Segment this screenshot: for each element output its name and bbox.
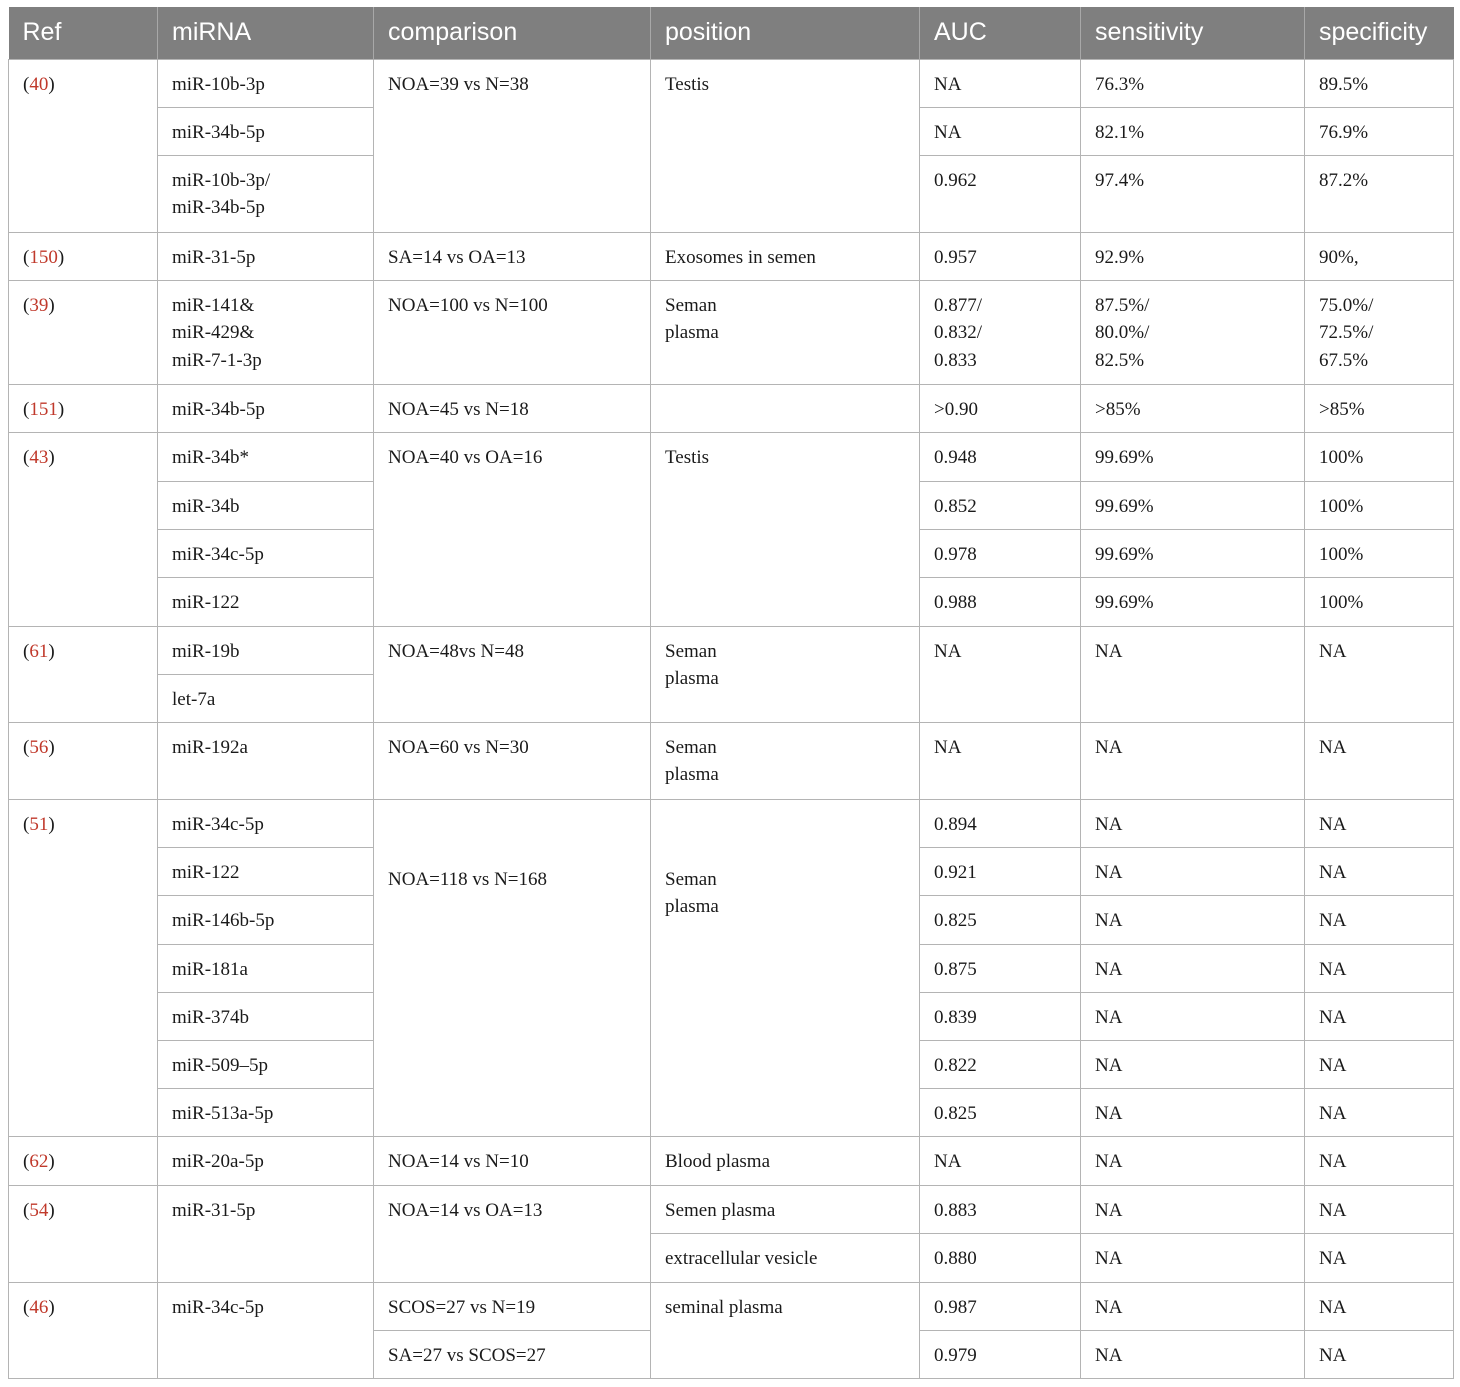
specificity-cell: NA	[1305, 1282, 1454, 1330]
auc-line: 0.832/	[934, 322, 983, 343]
mirna-cell	[158, 280, 374, 384]
comparison-cell	[374, 799, 651, 1136]
auc-cell: NA	[920, 1136, 1081, 1185]
mirna-cell: miR-19b	[158, 626, 374, 674]
table-row	[9, 1185, 1454, 1233]
mirna-line: miR-429&	[172, 322, 255, 343]
auc-cell: NA	[920, 722, 1081, 799]
specificity-cell: 89.5%	[1305, 59, 1454, 107]
specificity-cell: NA	[1305, 1088, 1454, 1136]
position-cell: extracellular vesicle	[651, 1233, 920, 1282]
specificity-cell: 100%	[1305, 577, 1454, 626]
sensitivity-line: 82.5%	[1095, 349, 1145, 371]
mirna-cell: let-7a	[158, 674, 374, 722]
specificity-cell: NA	[1305, 799, 1454, 847]
sensitivity-cell: NA	[1081, 722, 1305, 799]
column-header-specificity: specificity	[1305, 7, 1454, 59]
specificity-cell: NA	[1305, 1185, 1454, 1233]
reference-link[interactable]: 150	[29, 246, 58, 268]
specificity-cell	[1305, 280, 1454, 384]
auc-cell: 0.839	[920, 992, 1081, 1040]
sensitivity-cell: >85%	[1081, 384, 1305, 432]
ref-cell: (51)	[9, 799, 158, 1136]
position-line: plasma	[665, 764, 719, 785]
reference-link[interactable]: 46	[29, 1296, 49, 1318]
specificity-cell: NA	[1305, 1233, 1454, 1282]
mirna-cell: miR-146b-5p	[158, 895, 374, 944]
specificity-cell: NA	[1305, 895, 1454, 944]
auc-cell: 0.883	[920, 1185, 1081, 1233]
auc-cell	[920, 280, 1081, 384]
mirna-cell: miR-34b-5p	[158, 384, 374, 432]
mirna-cell: miR-513a-5p	[158, 1088, 374, 1136]
mirna-cell: miR-31-5p	[158, 232, 374, 280]
reference-link[interactable]: 40	[29, 73, 49, 95]
sensitivity-cell: NA	[1081, 847, 1305, 895]
mirna-line: miR-10b-3p/	[172, 169, 271, 191]
sensitivity-cell: NA	[1081, 1040, 1305, 1088]
table-row	[9, 384, 1454, 432]
sensitivity-cell: NA	[1081, 1088, 1305, 1136]
position-cell: Blood plasma	[651, 1136, 920, 1185]
auc-cell: 0.962	[920, 155, 1081, 232]
position-cell: Testis	[651, 59, 920, 232]
ref-cell: (151)	[9, 384, 158, 432]
auc-cell: 0.875	[920, 944, 1081, 992]
sensitivity-cell	[1081, 280, 1305, 384]
specificity-cell: NA	[1305, 1040, 1454, 1088]
column-header-mirna: miRNA	[158, 7, 374, 59]
auc-cell: NA	[920, 107, 1081, 155]
table-row	[9, 59, 1454, 107]
mirna-line: miR-34b-5p	[172, 197, 265, 218]
ref-cell: (39)	[9, 280, 158, 384]
sensitivity-line: 80.0%/	[1095, 322, 1150, 343]
sensitivity-cell: 99.69%	[1081, 481, 1305, 529]
mirna-cell: miR-31-5p	[158, 1185, 374, 1282]
auc-cell: 0.825	[920, 1088, 1081, 1136]
comparison-cell: SCOS=27 vs N=19	[374, 1282, 651, 1330]
specificity-cell: 100%	[1305, 432, 1454, 481]
position-line: plasma	[665, 322, 719, 343]
auc-cell: NA	[920, 626, 1081, 722]
sensitivity-cell: NA	[1081, 626, 1305, 722]
table-header-row	[9, 7, 1454, 59]
mirna-diagnostic-table	[8, 7, 1454, 1379]
specificity-cell: NA	[1305, 847, 1454, 895]
table-row	[9, 1136, 1454, 1185]
mirna-cell: miR-374b	[158, 992, 374, 1040]
ref-cell: (54)	[9, 1185, 158, 1282]
mirna-cell: miR-20a-5p	[158, 1136, 374, 1185]
auc-cell: 0.978	[920, 529, 1081, 577]
mirna-cell: miR-34b*	[158, 432, 374, 481]
column-header-position: position	[651, 7, 920, 59]
sensitivity-cell: 76.3%	[1081, 59, 1305, 107]
sensitivity-line: 87.5%/	[1095, 294, 1150, 316]
mirna-cell: miR-34c-5p	[158, 799, 374, 847]
mirna-line: miR-141&	[172, 294, 255, 316]
sensitivity-cell: NA	[1081, 1330, 1305, 1378]
mirna-cell: miR-509–5p	[158, 1040, 374, 1088]
sensitivity-cell: NA	[1081, 895, 1305, 944]
reference-link[interactable]: 62	[29, 1150, 49, 1172]
table-row	[9, 626, 1454, 674]
position-cell: Testis	[651, 432, 920, 626]
ref-cell: (150)	[9, 232, 158, 280]
specificity-cell: NA	[1305, 944, 1454, 992]
auc-cell: 0.987	[920, 1282, 1081, 1330]
sensitivity-cell: 99.69%	[1081, 529, 1305, 577]
column-header-auc: AUC	[920, 7, 1081, 59]
table-row	[9, 722, 1454, 799]
specificity-cell: 100%	[1305, 481, 1454, 529]
reference-link[interactable]: 43	[29, 446, 49, 468]
mirna-cell: miR-34b	[158, 481, 374, 529]
ref-cell: (40)	[9, 59, 158, 232]
comparison-cell: NOA=14 vs OA=13	[374, 1185, 651, 1282]
position-line: Seman	[665, 640, 717, 662]
position-cell	[651, 799, 920, 1136]
mirna-cell: miR-181a	[158, 944, 374, 992]
position-cell	[651, 626, 920, 722]
auc-cell: 0.894	[920, 799, 1081, 847]
column-header-comparison: comparison	[374, 7, 651, 59]
comparison-text: NOA=118 vs N=168	[388, 868, 548, 890]
specificity-cell: >85%	[1305, 384, 1454, 432]
mirna-cell: miR-122	[158, 577, 374, 626]
table-row	[9, 1282, 1454, 1330]
specificity-line: 72.5%/	[1319, 322, 1374, 343]
comparison-cell: NOA=48vs N=48	[374, 626, 651, 722]
mirna-cell: miR-34b-5p	[158, 107, 374, 155]
auc-cell: 0.822	[920, 1040, 1081, 1088]
mirna-cell: miR-34c-5p	[158, 529, 374, 577]
auc-line: 0.833	[934, 349, 977, 371]
table-row	[9, 232, 1454, 280]
mirna-cell: miR-122	[158, 847, 374, 895]
reference-link[interactable]: 54	[29, 1199, 49, 1221]
ref-cell: (43)	[9, 432, 158, 626]
sensitivity-cell: 82.1%	[1081, 107, 1305, 155]
auc-cell: NA	[920, 59, 1081, 107]
comparison-cell: NOA=100 vs N=100	[374, 280, 651, 384]
column-header-sensitivity: sensitivity	[1081, 7, 1305, 59]
sensitivity-cell: NA	[1081, 1136, 1305, 1185]
specificity-cell: 90%,	[1305, 232, 1454, 280]
auc-cell: 0.957	[920, 232, 1081, 280]
position-line: plasma	[665, 668, 719, 689]
mirna-cell: miR-10b-3p	[158, 59, 374, 107]
reference-link[interactable]: 61	[29, 640, 49, 662]
table-row	[9, 799, 1454, 847]
auc-cell: 0.921	[920, 847, 1081, 895]
reference-link[interactable]: 56	[29, 736, 49, 758]
sensitivity-cell: 99.69%	[1081, 432, 1305, 481]
ref-cell: (61)	[9, 626, 158, 722]
auc-cell: 0.852	[920, 481, 1081, 529]
sensitivity-cell: NA	[1081, 944, 1305, 992]
column-header-ref: Ref	[9, 7, 158, 59]
sensitivity-cell: NA	[1081, 799, 1305, 847]
mirna-cell: miR-34c-5p	[158, 1282, 374, 1378]
position-cell	[651, 722, 920, 799]
position-cell	[651, 280, 920, 384]
sensitivity-cell: 92.9%	[1081, 232, 1305, 280]
auc-line: 0.877/	[934, 294, 983, 316]
auc-cell: 0.825	[920, 895, 1081, 944]
specificity-cell: NA	[1305, 992, 1454, 1040]
position-line: Seman	[665, 868, 717, 890]
position-cell	[651, 384, 920, 432]
comparison-cell: NOA=14 vs N=10	[374, 1136, 651, 1185]
comparison-cell: NOA=60 vs N=30	[374, 722, 651, 799]
position-line: plasma	[665, 896, 719, 917]
auc-cell: 0.988	[920, 577, 1081, 626]
ref-cell: (46)	[9, 1282, 158, 1378]
table-row	[9, 432, 1454, 481]
auc-cell: 0.880	[920, 1233, 1081, 1282]
mirna-line: miR-7-1-3p	[172, 349, 262, 371]
reference-link[interactable]: 151	[29, 398, 58, 420]
specificity-line: 75.0%/	[1319, 294, 1374, 316]
specificity-cell: NA	[1305, 626, 1454, 722]
mirna-cell	[158, 155, 374, 232]
specificity-cell: 100%	[1305, 529, 1454, 577]
reference-link[interactable]: 51	[29, 813, 49, 835]
sensitivity-cell: 97.4%	[1081, 155, 1305, 232]
comparison-cell: SA=27 vs SCOS=27	[374, 1330, 651, 1378]
ref-cell: (62)	[9, 1136, 158, 1185]
comparison-cell: NOA=45 vs N=18	[374, 384, 651, 432]
specificity-cell: NA	[1305, 1136, 1454, 1185]
specificity-cell: 76.9%	[1305, 107, 1454, 155]
position-line: Seman	[665, 736, 717, 758]
specificity-line: 67.5%	[1319, 349, 1369, 371]
specificity-cell: NA	[1305, 722, 1454, 799]
auc-cell: >0.90	[920, 384, 1081, 432]
ref-cell: (56)	[9, 722, 158, 799]
auc-cell: 0.979	[920, 1330, 1081, 1378]
sensitivity-cell: NA	[1081, 1282, 1305, 1330]
comparison-cell: SA=14 vs OA=13	[374, 232, 651, 280]
reference-link[interactable]: 39	[29, 294, 49, 316]
auc-cell: 0.948	[920, 432, 1081, 481]
position-cell: Exosomes in semen	[651, 232, 920, 280]
specificity-cell: 87.2%	[1305, 155, 1454, 232]
sensitivity-cell: 99.69%	[1081, 577, 1305, 626]
position-cell: seminal plasma	[651, 1282, 920, 1378]
table-row	[9, 280, 1454, 384]
position-cell: Semen plasma	[651, 1185, 920, 1233]
position-line: Seman	[665, 294, 717, 316]
comparison-cell: NOA=39 vs N=38	[374, 59, 651, 232]
sensitivity-cell: NA	[1081, 1233, 1305, 1282]
sensitivity-cell: NA	[1081, 992, 1305, 1040]
mirna-cell: miR-192a	[158, 722, 374, 799]
comparison-cell: NOA=40 vs OA=16	[374, 432, 651, 626]
specificity-cell: NA	[1305, 1330, 1454, 1378]
sensitivity-cell: NA	[1081, 1185, 1305, 1233]
